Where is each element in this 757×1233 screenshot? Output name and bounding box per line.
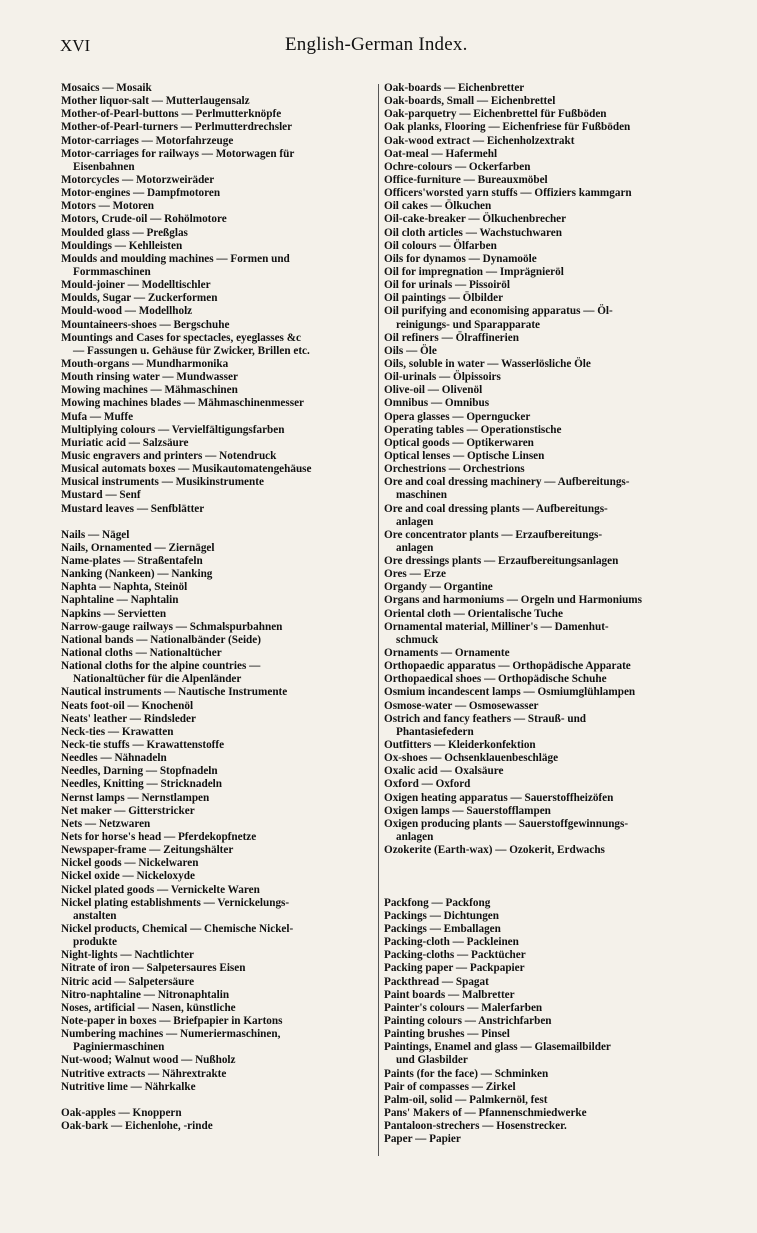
index-entry: Numbering machines — Numeriermaschinen,: [61, 1028, 281, 1041]
section-gap: [384, 884, 696, 897]
index-entry: Oxalic acid — Oxalsäure: [384, 765, 504, 778]
index-entry: Needles, Knitting — Stricknadeln: [61, 778, 222, 791]
index-entry: Outfitters — Kleiderkonfektion: [384, 739, 536, 752]
index-entry: Ore and coal dressing machinery — Aufbereitungs-: [384, 476, 630, 489]
index-entry: anlagen: [396, 515, 434, 528]
index-entry: Mowing machines blades — Mähmaschinenmesser: [61, 397, 305, 410]
index-entry: Musical automats boxes — Musikautomatengehäuse: [61, 463, 312, 476]
index-entry: Oak-wood extract — Eichenholzextrakt: [384, 134, 575, 147]
index-entry: Optical lenses — Optische Linsen: [384, 449, 545, 462]
index-entry: Orthopaedic apparatus — Orthopädische Apparate: [384, 660, 631, 673]
index-entry: National cloths — Nationaltücher: [61, 647, 222, 660]
page-title: English-German Index.: [285, 34, 468, 55]
index-entry: Packfong — Packfong: [384, 896, 491, 909]
index-entry: Eisenbahnen: [73, 160, 135, 173]
index-entry: Motor-carriages — Motorfahrzeuge: [61, 134, 234, 147]
index-entry: Nut-wood; Walnut wood — Nußholz: [61, 1054, 236, 1067]
index-entry: Oriental cloth — Orientalische Tuche: [384, 607, 563, 620]
index-entry: Nitric acid — Salpetersäure: [61, 975, 195, 988]
index-entry: Organdy — Organtine: [384, 581, 493, 594]
index-entry: Painter's colours — Malerfarben: [384, 1001, 543, 1014]
index-entry: Phantasiefedern: [396, 725, 474, 738]
index-entry: Mountaineers-shoes — Bergschuhe: [61, 318, 230, 331]
section-gap: [384, 870, 696, 883]
index-entry: Nitro-naphtaline — Nitronaphtalin: [61, 988, 230, 1001]
index-entry: Nickel plating establishments — Vernickelungs-: [61, 896, 290, 909]
index-entry: Naphtaline — Naphtalin: [61, 594, 179, 607]
index-entry: Newspaper-frame — Zeitungshälter: [61, 844, 234, 857]
index-entry: Ornamental material, Milliner's — Damenhut-: [384, 620, 609, 633]
index-entry: Ochre-colours — Ockerfarben: [384, 160, 531, 173]
index-entry: Muriatic acid — Salzsäure: [61, 436, 189, 449]
index-entry: anlagen: [396, 831, 434, 844]
index-entry: Palm-oil, solid — Palmkernöl, fest: [384, 1093, 548, 1106]
index-entry: Motorcycles — Motorzweiräder: [61, 173, 215, 186]
index-entry: schmuck: [396, 633, 439, 646]
index-entry: Osmium incandescent lamps — Osmiumglühlampen: [384, 686, 636, 699]
index-entry: Nutritive lime — Nährkalke: [61, 1080, 196, 1093]
index-entry: Operating tables — Operationstische: [384, 423, 562, 436]
index-entry: Pans' Makers of — Pfannenschmiedwerke: [384, 1106, 587, 1119]
index-entry: Mustard — Senf: [61, 489, 141, 502]
index-entry: Orchestrions — Orchestrions: [384, 463, 525, 476]
index-entry: Narrow-gauge railways — Schmalspurbahnen: [61, 620, 283, 633]
index-entry: Oak planks, Flooring — Eichenfriese für Fußböden: [384, 121, 631, 134]
index-entry: Oil-urinals — Ölpissoirs: [384, 371, 501, 384]
index-entry: Omnibus — Omnibus: [384, 397, 490, 410]
index-entry: Needles, Darning — Stopfnadeln: [61, 765, 218, 778]
section-gap: [384, 857, 696, 870]
index-entry: Optical goods — Optikerwaren: [384, 436, 534, 449]
page-number: XVI: [60, 36, 91, 55]
index-entry: Olive-oil — Olivenöl: [384, 384, 483, 397]
index-entry: Oils — Öle: [384, 344, 437, 357]
index-entry: Oak-apples — Knoppern: [61, 1106, 182, 1119]
index-entry: Ore dressings plants — Erzaufbereitungsanlagen: [384, 555, 619, 568]
index-entry: Nationaltücher für die Alpenländer: [73, 673, 242, 686]
index-entry: maschinen: [396, 489, 447, 502]
index-entry: Mother liquor-salt — Mutterlaugensalz: [61, 95, 250, 108]
index-entry: Needles — Nähnadeln: [61, 752, 167, 765]
index-entry: anlagen: [396, 541, 434, 554]
index-entry: — Fassungen u. Gehäuse für Zwicker, Brillen etc.: [73, 344, 310, 357]
index-entry: Ore concentrator plants — Erzaufbereitungs-: [384, 528, 603, 541]
index-entry: Painting brushes — Pinsel: [384, 1028, 510, 1041]
index-entry: Oil for impregnation — Imprägnieröl: [384, 265, 564, 278]
index-entry: Mouth-organs — Mundharmonika: [61, 357, 229, 370]
index-entry: Paginiermaschinen: [73, 1041, 165, 1054]
index-entry: Oak-boards — Eichenbretter: [384, 82, 525, 94]
index-entry: Ostrich and fancy feathers — Strauß- und: [384, 712, 587, 725]
index-entry: Moulds and moulding machines — Formen und: [61, 252, 290, 265]
index-entry: Mother-of-Pearl-buttons — Perlmutterknöpfe: [61, 108, 282, 121]
index-entry: Ores — Erze: [384, 568, 446, 581]
index-entry: Music engravers and printers — Notendruck: [61, 449, 277, 462]
index-entry: Painting colours — Anstrichfarben: [384, 1014, 552, 1027]
index-entry: Net maker — Gitterstricker: [61, 804, 195, 817]
index-entry: Oil purifying and economising apparatus — Öl-: [384, 305, 613, 318]
index-entry: Mouth rinsing water — Mundwasser: [61, 371, 238, 384]
index-entry: Neats' leather — Rindsleder: [61, 712, 196, 725]
index-entry: Moulds, Sugar — Zuckerformen: [61, 292, 218, 305]
index-entry: Oak-bark — Eichenlohe, -rinde: [61, 1120, 213, 1133]
index-entry: Packing-cloth — Packleinen: [384, 936, 519, 949]
index-entry: Motors — Motoren: [61, 200, 154, 213]
index-entry: Ornaments — Ornamente: [384, 647, 510, 660]
index-entry: Motors, Crude-oil — Rohölmotore: [61, 213, 227, 226]
index-entry: Pair of compasses — Zirkel: [384, 1080, 516, 1093]
index-entry: Oxigen lamps — Sauerstofflampen: [384, 804, 551, 817]
column-divider: [378, 84, 379, 1156]
index-entry: Nails, Ornamented — Ziernägel: [61, 541, 215, 554]
index-entry: Neck-tie stuffs — Krawattenstoffe: [61, 739, 225, 752]
index-entry: Oat-meal — Hafermehl: [384, 147, 498, 160]
index-entry: Multiplying colours — Vervielfältigungsfarben: [61, 423, 285, 436]
index-entry: Paint boards — Malbretter: [384, 988, 515, 1001]
index-entry: Napkins — Servietten: [61, 607, 167, 620]
index-entry: Formmaschinen: [73, 265, 151, 278]
index-entry: Nickel oxide — Nickeloxyde: [61, 870, 195, 883]
index-entry: Name-plates — Straßentafeln: [61, 555, 203, 568]
index-entry: Mould-joiner — Modelltischler: [61, 279, 211, 292]
index-entry: Mustard leaves — Senfblätter: [61, 502, 205, 515]
section-gap: [61, 1094, 372, 1107]
index-entry: Nickel plated goods — Vernickelte Waren: [61, 883, 260, 896]
index-entry: Nets — Netzwaren: [61, 817, 151, 830]
index-entry: Naphta — Naphta, Steinöl: [61, 581, 188, 594]
index-entry: Ore and coal dressing plants — Aufbereitungs-: [384, 502, 608, 515]
index-entry: Mouldings — Kehlleisten: [61, 239, 183, 252]
index-entry: Nanking (Nankeen) — Nanking: [61, 568, 213, 581]
index-entry: Officers'worsted yarn stuffs — Offiziers kammgarn: [384, 187, 632, 200]
index-entry: Noses, artificial — Nasen, künstliche: [61, 1001, 236, 1014]
index-entry: Neats foot-oil — Knochenöl: [61, 699, 194, 712]
index-entry: Opera glasses — Operngucker: [384, 410, 531, 423]
index-entry: reinigungs- und Sparapparate: [396, 318, 541, 331]
index-entry: Motor-engines — Dampfmotoren: [61, 187, 221, 200]
index-entry: Mufa — Muffe: [61, 410, 134, 423]
index-entry: Mould-wood — Modellholz: [61, 305, 193, 318]
index-entry: National bands — Nationalbänder (Seide): [61, 633, 261, 646]
index-entry: Neck-ties — Krawatten: [61, 725, 174, 738]
index-entry: Motor-carriages for railways — Motorwagen für: [61, 147, 295, 160]
index-entry: Oil cloth articles — Wachstuchwaren: [384, 226, 562, 239]
index-entry: National cloths for the alpine countries —: [61, 660, 261, 673]
index-entry: produkte: [73, 936, 117, 949]
index-entry: Nautical instruments — Nautische Instrumente: [61, 686, 288, 699]
index-entry: Oil colours — Ölfarben: [384, 239, 497, 252]
index-entry: Nickel products, Chemical — Chemische Nickel-: [61, 923, 294, 935]
left-index-column: [61, 82, 372, 1133]
index-entry: Packing paper — Packpapier: [384, 962, 525, 975]
index-entry: Nitrate of iron — Salpetersaures Eisen: [61, 962, 246, 975]
index-entry: Mother-of-Pearl-turners — Perlmutterdrechsler: [61, 121, 293, 134]
index-entry: Nets for horse's head — Pferdekopfnetze: [61, 831, 257, 844]
index-entry: Nutritive extracts — Nährextrakte: [61, 1067, 227, 1080]
index-entry: Pantaloon-strechers — Hosenstrecker.: [384, 1120, 567, 1133]
index-entry: Oak-boards, Small — Eichenbrettel: [384, 95, 556, 108]
index-entry: Mosaics — Mosaik: [61, 82, 152, 94]
index-entry: Mowing machines — Mähmaschinen: [61, 384, 238, 397]
index-entry: Oxford — Oxford: [384, 778, 471, 791]
index-entry: Note-paper in boxes — Briefpapier in Kartons: [61, 1014, 283, 1027]
index-entry: Packing-cloths — Packtücher: [384, 949, 526, 962]
index-entry: Paper — Papier: [384, 1133, 461, 1146]
index-entry: und Glasbilder: [396, 1054, 468, 1067]
index-entry: Oil refiners — Ölraffinerien: [384, 331, 519, 344]
index-entry: Oak-parquetry — Eichenbrettel für Fußböden: [384, 108, 607, 121]
index-entry: Nickel goods — Nickelwaren: [61, 857, 199, 870]
index-entry: Organs and harmoniums — Orgeln und Harmoniums: [384, 594, 642, 607]
index-entry: Osmose-water — Osmosewasser: [384, 699, 539, 712]
index-entry: Mountings and Cases for spectacles, eyeglasses &c: [61, 331, 301, 344]
index-entry: Oils for dynamos — Dynamoöle: [384, 252, 537, 265]
right-index-column: [384, 82, 696, 1146]
index-entry: Night-lights — Nachtlichter: [61, 949, 194, 962]
index-entry: Moulded glass — Preßglas: [61, 226, 188, 239]
index-entry: Oil paintings — Ölbilder: [384, 292, 504, 305]
index-entry: Packings — Dichtungen: [384, 909, 499, 922]
index-entry: Ox-shoes — Ochsenklauenbeschläge: [384, 752, 559, 765]
index-entry: Oxigen producing plants — Sauerstoffgewinnungs-: [384, 817, 629, 830]
index-entry: Packthread — Spagat: [384, 975, 489, 988]
index-entry: Oil for urinals — Pissoiröl: [384, 279, 510, 292]
index-entry: Packings — Emballagen: [384, 923, 501, 935]
index-entry: Musical instruments — Musikinstrumente: [61, 476, 264, 489]
index-entry: Oil-cake-breaker — Ölkuchenbrecher: [384, 213, 567, 226]
section-gap: [61, 516, 372, 529]
index-entry: Paints (for the face) — Schminken: [384, 1067, 549, 1080]
index-entry: anstalten: [73, 909, 117, 922]
index-entry: Nails — Nägel: [61, 528, 130, 541]
index-entry: Ozokerite (Earth-wax) — Ozokerit, Erdwachs: [384, 844, 605, 857]
index-entry: Oxigen heating apparatus — Sauerstoffheizöfen: [384, 791, 614, 804]
index-entry: Oils, soluble in water — Wasserlösliche Öle: [384, 357, 591, 370]
index-entry: Nernst lamps — Nernstlampen: [61, 791, 210, 804]
index-entry: Paintings, Enamel and glass — Glasemailbilder: [384, 1041, 611, 1054]
index-entry: Orthopaedical shoes — Orthopädische Schuhe: [384, 673, 607, 686]
index-entry: Office-furniture — Bureauxmöbel: [384, 173, 548, 186]
index-entry: Oil cakes — Ölkuchen: [384, 200, 492, 213]
